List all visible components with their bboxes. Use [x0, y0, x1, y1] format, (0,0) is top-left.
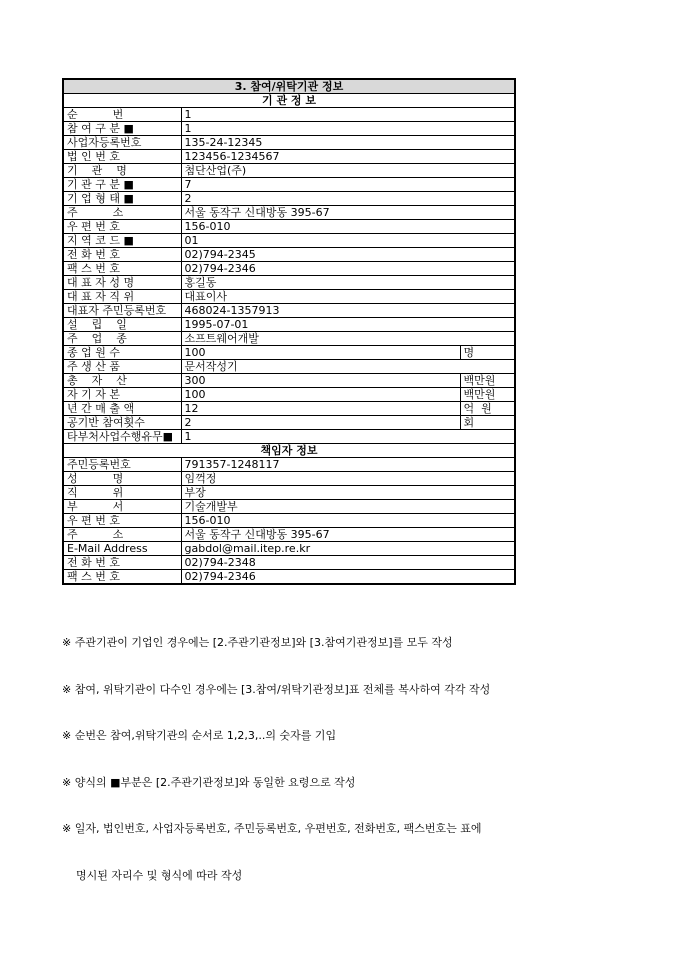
row-fax — [63, 262, 515, 276]
row-phone — [63, 248, 515, 262]
field-value: 156-010 — [181, 220, 515, 234]
field-label: 순 번 — [63, 108, 181, 122]
field-label: 팩 스 번 호 — [63, 570, 181, 585]
row-region-code — [63, 234, 515, 248]
footnote-line-continuation: 명시된 자리수 및 형식에 따라 작성 — [76, 868, 243, 882]
field-label: 성 명 — [63, 472, 181, 486]
field-value: 02)794-2345 — [181, 248, 515, 262]
row-main-business — [63, 332, 515, 346]
row-org-name — [63, 164, 515, 178]
field-value: 홍길동 — [181, 276, 515, 290]
field-label: 사업자등록번호 — [63, 136, 181, 150]
field-value: 100 — [181, 388, 460, 402]
field-value: 12 — [181, 402, 460, 416]
mrow-phone — [63, 556, 515, 570]
row-equity-capital — [63, 388, 515, 402]
section-row-org — [63, 94, 515, 108]
field-value: 임꺽정 — [181, 472, 515, 486]
field-label: 전 화 번 호 — [63, 556, 181, 570]
row-ceo-resident-no — [63, 304, 515, 318]
field-value: 첨단산업(주) — [181, 164, 515, 178]
row-annual-revenue — [63, 402, 515, 416]
field-value: 791357-1248117 — [181, 458, 515, 472]
field-label: 우 편 번 호 — [63, 220, 181, 234]
footnote-line: ※ 참여, 위탁기관이 다수인 경우에는 [3.참여/위탁기관정보]표 전체를 복사하여 각각 작성 — [62, 682, 491, 696]
field-value: 소프트웨어개발 — [181, 332, 515, 346]
field-label: 대 표 자 성 명 — [63, 276, 181, 290]
field-value: 135-24-12345 — [181, 136, 515, 150]
field-value: 7 — [181, 178, 515, 192]
row-corp-no — [63, 150, 515, 164]
table-title-row — [63, 79, 515, 94]
footnote-line: ※ 순번은 참여,위탁기관의 순서로 1,2,3,..의 숫자를 기입 — [62, 729, 337, 742]
field-label: 주민등록번호 — [63, 458, 181, 472]
field-label: 기 관 구 분 ■ — [63, 178, 181, 192]
mrow-email — [63, 542, 515, 556]
field-value: 부장 — [181, 486, 515, 500]
row-org-class — [63, 178, 515, 192]
field-label: 기 업 형 태 ■ — [63, 192, 181, 206]
field-value: 100 — [181, 346, 460, 360]
field-label: 전 화 번 호 — [63, 248, 181, 262]
field-value: 2 — [181, 192, 515, 206]
section-header-manager: 책임자 정보 — [63, 444, 515, 458]
field-label: 주 소 — [63, 206, 181, 220]
field-value: 1 — [181, 108, 515, 122]
mrow-fax — [63, 570, 515, 585]
footnote-line: ※ 양식의 ■부분은 [2.주관기관정보]와 동일한 요령으로 작성 — [62, 775, 356, 789]
row-zip-code — [63, 220, 515, 234]
field-value: 서울 동작구 신대방동 395-67 — [181, 528, 515, 542]
row-business-reg-no — [63, 136, 515, 150]
field-value: 02)794-2348 — [181, 556, 515, 570]
field-value: 문서작성기 — [181, 360, 515, 374]
field-value: 123456-1234567 — [181, 150, 515, 164]
field-value: 1995-07-01 — [181, 318, 515, 332]
institution-info-table — [62, 78, 516, 585]
field-label: 직 위 — [63, 486, 181, 500]
footnote-line: ※ 주관기관이 기업인 경우에는 [2.주관기관정보]와 [3.참여기관정보]를 모두 작성 — [62, 636, 453, 649]
row-other-ministry-project — [63, 430, 515, 444]
section-row-manager — [63, 444, 515, 458]
field-label: 대표자 주민등록번호 — [63, 304, 181, 318]
field-label: 주 소 — [63, 528, 181, 542]
field-label: 우 편 번 호 — [63, 514, 181, 528]
field-value: 1 — [181, 122, 515, 136]
mrow-resident-no — [63, 458, 515, 472]
field-label: 주 생 산 품 — [63, 360, 181, 374]
row-main-product — [63, 360, 515, 374]
footnote-line: ※ 일자, 법인번호, 사업자등록번호, 주민등록번호, 우편번호, 전화번호, 팩스번호는 표에 — [62, 822, 482, 835]
field-unit: 회 — [460, 416, 515, 430]
row-ceo-name — [63, 276, 515, 290]
field-unit: 백만원 — [460, 374, 515, 388]
field-value: 156-010 — [181, 514, 515, 528]
field-value: 468024-1357913 — [181, 304, 515, 318]
section-header-org: 기 관 정 보 — [63, 94, 515, 108]
field-value: gabdol@mail.itep.re.kr — [181, 542, 515, 556]
field-label: 년 간 매 출 액 — [63, 402, 181, 416]
field-label: 공기반 참여횟수 — [63, 416, 181, 430]
field-label: 자 기 자 본 — [63, 388, 181, 402]
field-label: 주 업 종 — [63, 332, 181, 346]
row-founded-date — [63, 318, 515, 332]
field-label: 대 표 자 직 위 — [63, 290, 181, 304]
field-label: 종 업 원 수 — [63, 346, 181, 360]
field-value: 서울 동작구 신대방동 395-67 — [181, 206, 515, 220]
row-participation-count — [63, 416, 515, 430]
field-value: 대표이사 — [181, 290, 515, 304]
field-unit: 백만원 — [460, 388, 515, 402]
field-value: 02)794-2346 — [181, 262, 515, 276]
mrow-position — [63, 486, 515, 500]
field-label: 총 자 산 — [63, 374, 181, 388]
field-label: 참 여 구 분 ■ — [63, 122, 181, 136]
field-value: 기술개발부 — [181, 500, 515, 514]
row-total-assets — [63, 374, 515, 388]
row-seq-no — [63, 108, 515, 122]
field-value: 02)794-2346 — [181, 570, 515, 585]
row-address — [63, 206, 515, 220]
row-participation-class — [63, 122, 515, 136]
field-label: 타부처사업수행유무■ — [63, 430, 181, 444]
row-employee-count — [63, 346, 515, 360]
footnotes — [62, 604, 602, 914]
field-label: 부 서 — [63, 500, 181, 514]
mrow-address — [63, 528, 515, 542]
field-label: 팩 스 번 호 — [63, 262, 181, 276]
field-label: E-Mail Address — [63, 542, 181, 556]
mrow-zip-code — [63, 514, 515, 528]
field-value: 2 — [181, 416, 460, 430]
row-ceo-title — [63, 290, 515, 304]
field-label: 기 관 명 — [63, 164, 181, 178]
field-label: 지 역 코 드 ■ — [63, 234, 181, 248]
mrow-name — [63, 472, 515, 486]
field-value: 1 — [181, 430, 515, 444]
mrow-department — [63, 500, 515, 514]
field-unit: 억 원 — [460, 402, 515, 416]
field-value: 300 — [181, 374, 460, 388]
field-value: 01 — [181, 234, 515, 248]
table-title: 3. 참여/위탁기관 정보 — [63, 79, 515, 94]
row-company-type — [63, 192, 515, 206]
field-unit: 명 — [460, 346, 515, 360]
field-label: 설 립 일 — [63, 318, 181, 332]
field-label: 법 인 번 호 — [63, 150, 181, 164]
